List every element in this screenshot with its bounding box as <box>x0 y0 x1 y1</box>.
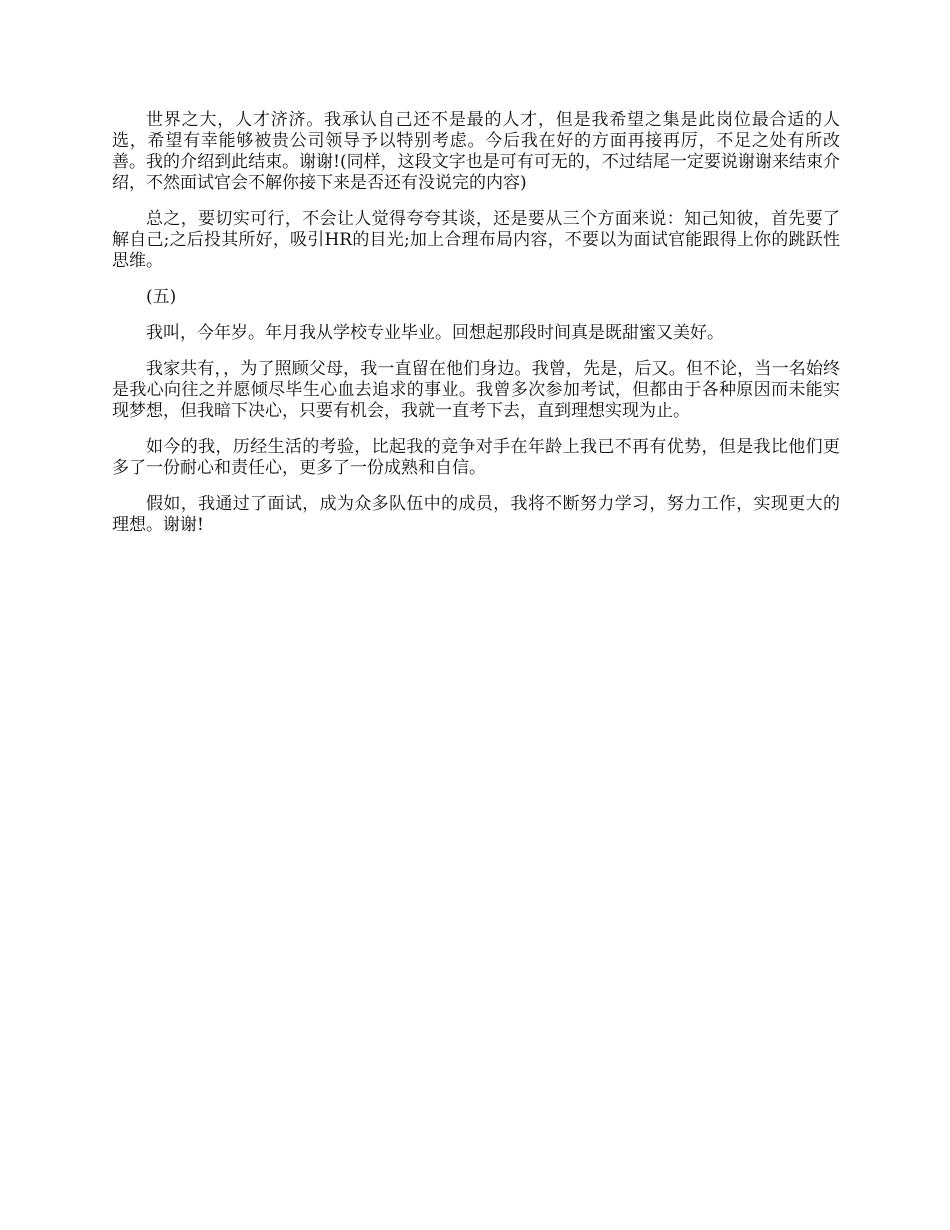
paragraph-family: 我家共有，，为了照顾父母，我一直留在他们身边。我曾，先是，后又。但不论，当一名始终是我心向往之并愿倾尽毕生心血去追求的事业。我曾多次参加考试，但都由于各种原因而未能实现梦想，但我暗下决心，只要有机会，我就一直考下去，直到理想实现为止。 <box>112 359 840 421</box>
document-page <box>112 110 840 551</box>
paragraph-today: 如今的我，历经生活的考验，比起我的竞争对手在年龄上我已不再有优势，但是我比他们更多了一份耐心和责任心，更多了一份成熟和自信。 <box>112 437 840 478</box>
section-heading-five: (五) <box>146 287 177 307</box>
paragraph-intro: 我叫，今年岁。年月我从学校专业毕业。回想起那段时间真是既甜蜜又美好。 <box>146 323 724 343</box>
paragraph-conclusion: 假如，我通过了面试，成为众多队伍中的成员，我将不断努力学习，努力工作，实现更大的理想。谢谢! <box>112 494 840 535</box>
paragraph-summary: 总之，要切实可行，不会让人觉得夸夸其谈，还是要从三个方面来说：知己知彼，首先要了解自己;之后投其所好，吸引HR的目光;加上合理布局内容，不要以为面试官能跟得上你的跳跃性思维。 <box>112 209 840 271</box>
paragraph-closing-remarks: 世界之大，人才济济。我承认自己还不是最的人才，但是我希望之集是此岗位最合适的人选，希望有幸能够被贵公司领导予以特别考虑。今后我在好的方面再接再厉，不足之处有所改善。我的介绍到此结束。谢谢!(同样，这段文字也是可有可无的，不过结尾一定要说谢谢来结束介绍，不然面试官会不解你接下来是否还有没说完的内容) <box>112 110 840 193</box>
